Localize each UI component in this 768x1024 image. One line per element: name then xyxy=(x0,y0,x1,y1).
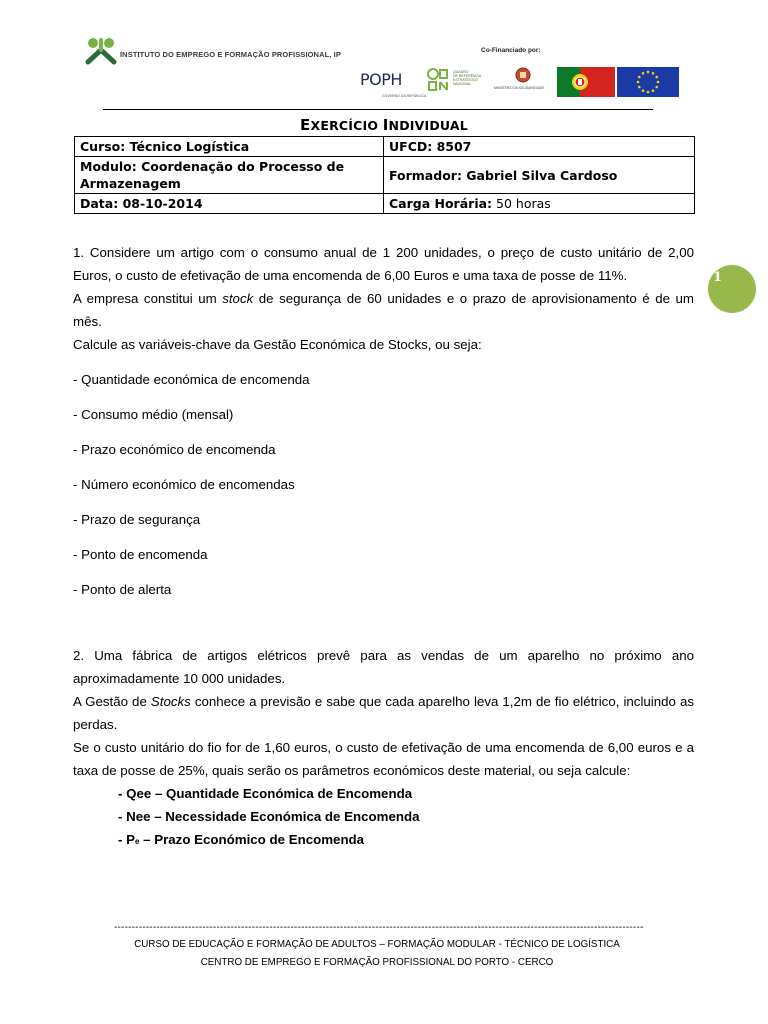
table-row xyxy=(75,157,695,194)
footer-divider: ------------------------------------------------------------------------------------------------------------------------------------------------------ xyxy=(114,922,644,933)
item3-text: – Prazo Económico de Encomenda xyxy=(139,832,365,847)
date-cell: Data: 08-10-2014 xyxy=(75,194,384,214)
module-cell: Modulo: Coordenação do Processo de Armazenagem xyxy=(75,157,384,194)
exercise-2-items xyxy=(118,782,694,853)
list-item: - Prazo económico de encomenda xyxy=(73,442,276,457)
exercise-2-stocks-text-b: conhece a previsão e sabe que cada aparelho leva 1,2m de fio elétrico, incluindo as perdas. xyxy=(73,694,695,732)
workload-cell xyxy=(384,194,695,214)
iefp-logo-icon xyxy=(84,36,118,66)
trainer-cell: Formador: Gabriel Silva Cardoso xyxy=(384,157,695,194)
course-cell: Curso: Técnico Logística xyxy=(75,137,384,157)
exercise-1-stock-text-a: A empresa constitui um xyxy=(73,291,223,306)
list-item xyxy=(118,828,694,853)
exercise-1-stock-text-b: de segurança de 60 unidades e o prazo de aprovisionamento é de um mês. xyxy=(73,291,694,329)
exercise-2-stocks-text-a: A Gestão de xyxy=(73,694,151,709)
exercise-2-stocks-emphasis: Stocks xyxy=(150,694,191,709)
qren-text: QUADRO DE REFERÊNCIA ESTRATÉGICO NACIONAL xyxy=(453,70,482,86)
portugal-flag-icon xyxy=(557,67,615,97)
exercise-1-stock-line xyxy=(73,287,694,333)
list-item: - Ponto de alerta xyxy=(73,582,172,597)
footer-center-line: CENTRO DE EMPREGO E FORMAÇÃO PROFISSIONAL DO PORTO - CERCO xyxy=(200,957,554,968)
exercise-1-instruction: Calcule as variáveis-chave da Gestão Económica de Stocks, ou seja: xyxy=(73,337,482,352)
header-divider xyxy=(103,109,653,110)
page-number-badge xyxy=(708,265,756,313)
course-info-table xyxy=(74,136,695,214)
institute-name: INSTITUTO DO EMPREGO E FORMAÇÃO PROFISSIONAL, IP xyxy=(120,50,341,59)
table-row xyxy=(75,137,695,157)
list-item: - Consumo médio (mensal) xyxy=(73,407,234,422)
poph-logo xyxy=(358,66,427,98)
list-item: - Ponto de encomenda xyxy=(73,547,208,562)
exercise-1-statement: 1. Considere um artigo com o consumo anual de 1 200 unidades, o preço de custo unitário de 2,00 Euros, o custo de efetivação de uma encomenda de 6,00 Euros e uma taxa de posse de 11%. xyxy=(73,245,694,283)
table-row xyxy=(75,194,695,214)
poph-logo-subtitle: GOVERNO DA REPÚBLICA xyxy=(382,94,427,98)
qren-mark-icon xyxy=(427,68,449,92)
ufcd-cell: UFCD: 8507 xyxy=(384,137,695,157)
workload-label: Carga Horária: xyxy=(389,196,493,211)
document-title xyxy=(0,116,768,134)
poph-logo-text: POPH xyxy=(360,70,402,89)
exercise-2-question: Se o custo unitário do fio for de 1,60 euros, o custo de efetivação de uma encomenda de 6,00 euros e a taxa de posse de 25%, quais serão os parâmetros económicos deste material, ou seja calcule: xyxy=(73,740,694,778)
exercise-2-statement: 2. Uma fábrica de artigos elétricos prevê para as vendas de um aparelho no próximo ano aproximadamente 10 000 unidades. xyxy=(73,648,694,686)
title-word1-rest: XERCÍCIO xyxy=(310,118,379,133)
page-number: 1 xyxy=(713,270,723,285)
exercise-2 xyxy=(73,644,694,853)
ministry-logo xyxy=(494,66,554,98)
title-word1-initial: E xyxy=(300,116,311,134)
item3-subscript: e xyxy=(135,837,140,846)
list-item: - Nee – Necessidade Económica de Encomenda xyxy=(118,809,420,824)
cofinanced-label: Co-Financiado por: xyxy=(481,47,541,54)
exercise-2-stocks-line xyxy=(73,690,694,736)
exercise-1 xyxy=(73,241,694,613)
exercise-1-stock-emphasis: stock xyxy=(222,291,254,306)
item3-prefix: - P xyxy=(118,832,135,847)
title-word2-rest: NDIVIDUAL xyxy=(388,118,468,133)
qren-logo xyxy=(427,66,491,98)
list-item: - Número económico de encomendas xyxy=(73,477,295,492)
list-item: - Qee – Quantidade Económica de Encomenda xyxy=(118,786,413,801)
list-item: - Prazo de segurança xyxy=(73,512,201,527)
workload-value: 50 horas xyxy=(492,196,551,211)
republic-crest-icon xyxy=(512,66,534,84)
footer-course-line: CURSO DE EDUCAÇÃO E FORMAÇÃO DE ADULTOS – FORMAÇÃO MODULAR - TÉCNICO DE LOGÍSTICA xyxy=(134,939,620,950)
ministry-text: MINISTÉRIO DA SOLIDARIEDADE xyxy=(494,86,545,90)
list-item: - Quantidade económica de encomenda xyxy=(73,372,310,387)
eu-flag-icon xyxy=(617,67,679,97)
title-word2-initial: I xyxy=(382,116,389,134)
